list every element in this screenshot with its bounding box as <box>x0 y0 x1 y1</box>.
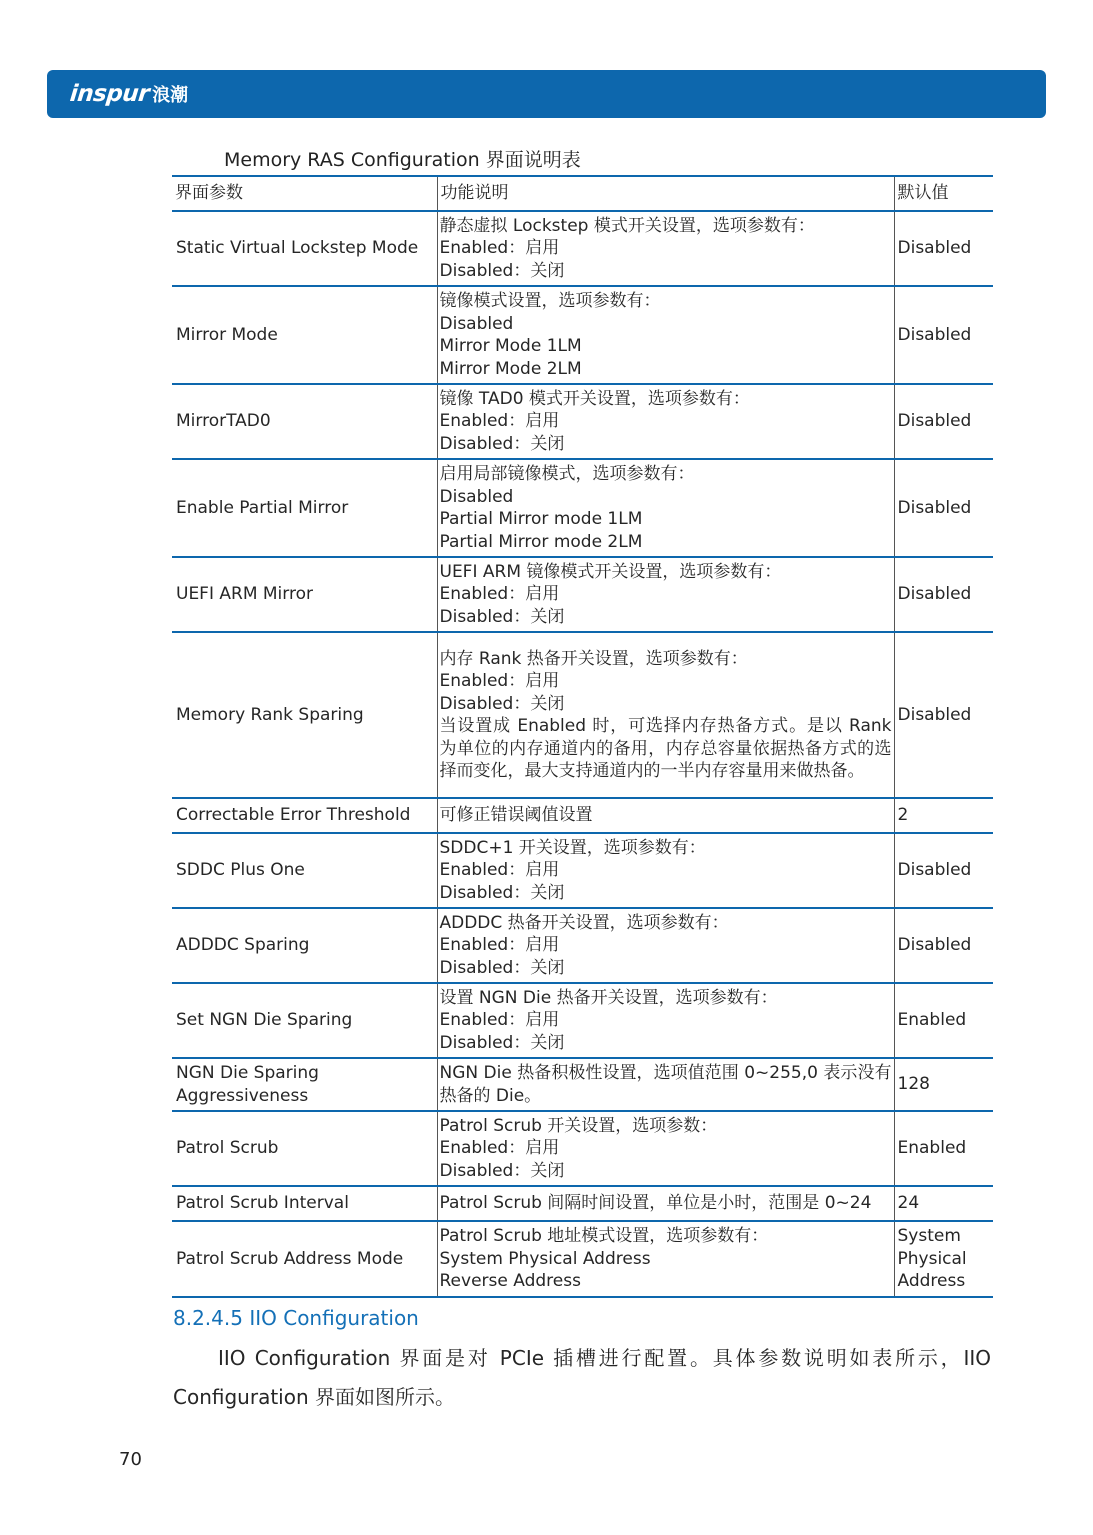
description-cell: UEFI ARM 镜像模式开关设置，选项参数有： Enabled：启用 Disabled：关闭 <box>437 557 894 632</box>
table-row <box>172 1221 993 1297</box>
description-cell: 设置 NGN Die 热备开关设置，选项参数有： Enabled：启用 Disabled：关闭 <box>437 983 894 1058</box>
param-cell: MirrorTAD0 <box>172 384 437 459</box>
default-value-cell: Disabled <box>894 557 993 632</box>
description-cell: NGN Die 热备积极性设置，选项值范围 0~255,0 表示没有热备的 Die。 <box>437 1058 894 1111</box>
param-cell: Static Virtual Lockstep Mode <box>172 211 437 286</box>
table-row <box>172 459 993 557</box>
description-cell: 可修正错误阈值设置 <box>437 798 894 833</box>
param-cell: UEFI ARM Mirror <box>172 557 437 632</box>
default-value-cell: System Physical Address <box>894 1221 993 1297</box>
table-row <box>172 1058 993 1111</box>
param-cell: SDDC Plus One <box>172 833 437 908</box>
param-cell: Patrol Scrub Address Mode <box>172 1221 437 1297</box>
body-paragraph: IIO Configuration 界面是对 PCIe 插槽进行配置。具体参数说明如表所示，IIO Configuration 界面如图所示。 <box>173 1346 991 1409</box>
default-value-cell: Disabled <box>894 632 993 798</box>
table-header-row <box>172 176 993 211</box>
table-row <box>172 833 993 908</box>
default-value-cell: Enabled <box>894 1111 993 1186</box>
table-row <box>172 1186 993 1221</box>
param-cell: Correctable Error Threshold <box>172 798 437 833</box>
table-row <box>172 384 993 459</box>
description-cell: ADDDC 热备开关设置，选项参数有： Enabled：启用 Disabled：关闭 <box>437 908 894 983</box>
logo-cjk-text: 浪潮 <box>152 85 189 106</box>
table-row <box>172 983 993 1058</box>
description-cell: 静态虚拟 Lockstep 模式开关设置，选项参数有： Enabled：启用 Disabled：关闭 <box>437 211 894 286</box>
header-bar <box>47 70 1046 118</box>
inspur-logo <box>70 80 188 108</box>
default-value-cell: 2 <box>894 798 993 833</box>
default-value-cell: 24 <box>894 1186 993 1221</box>
description-cell: Patrol Scrub 开关设置，选项参数： Enabled：启用 Disabled：关闭 <box>437 1111 894 1186</box>
column-header-desc: 功能说明 <box>437 176 894 211</box>
param-cell: Enable Partial Mirror <box>172 459 437 557</box>
default-value-cell: Enabled <box>894 983 993 1058</box>
description-cell: 启用局部镜像模式，选项参数有： Disabled Partial Mirror mode 1LM Partial Mirror mode 2LM <box>437 459 894 557</box>
table-row <box>172 557 993 632</box>
table-row <box>172 908 993 983</box>
param-cell: Memory Rank Sparing <box>172 632 437 798</box>
default-value-cell: Disabled <box>894 459 993 557</box>
table-row <box>172 798 993 833</box>
column-header-param: 界面参数 <box>172 176 437 211</box>
param-cell: ADDDC Sparing <box>172 908 437 983</box>
page-number: 70 <box>119 1449 142 1470</box>
table-caption: Memory RAS Configuration 界面说明表 <box>224 149 581 171</box>
param-cell: Set NGN Die Sparing <box>172 983 437 1058</box>
table-row <box>172 286 993 384</box>
description-cell: 镜像模式设置，选项参数有： Disabled Mirror Mode 1LM Mirror Mode 2LM <box>437 286 894 384</box>
param-cell: Patrol Scrub <box>172 1111 437 1186</box>
default-value-cell: Disabled <box>894 286 993 384</box>
param-cell: Patrol Scrub Interval <box>172 1186 437 1221</box>
section-heading: 8.2.4.5 IIO Configuration <box>173 1306 419 1330</box>
memory-ras-table <box>172 175 993 1298</box>
description-cell: 内存 Rank 热备开关设置，选项参数有： Enabled：启用 Disabled：关闭 当设置成 Enabled 时，可选择内存热备方式。是以 Rank 为单位的内存通道内的备用，内存总容量依据热备方式的选择而变化，最大支持通道内的一半内存容量用来做热备。 <box>437 632 894 798</box>
default-value-cell: Disabled <box>894 833 993 908</box>
description-cell: Patrol Scrub 间隔时间设置，单位是小时，范围是 0~24 <box>437 1186 894 1221</box>
param-cell: NGN Die Sparing Aggressiveness <box>172 1058 437 1111</box>
table-row <box>172 632 993 798</box>
param-cell: Mirror Mode <box>172 286 437 384</box>
description-cell: Patrol Scrub 地址模式设置，选项参数有： System Physical Address Reverse Address <box>437 1221 894 1297</box>
column-header-default: 默认值 <box>894 176 993 211</box>
logo-latin-text: inspur <box>68 81 151 107</box>
default-value-cell: 128 <box>894 1058 993 1111</box>
default-value-cell: Disabled <box>894 908 993 983</box>
default-value-cell: Disabled <box>894 211 993 286</box>
description-cell: 镜像 TAD0 模式开关设置，选项参数有： Enabled：启用 Disabled：关闭 <box>437 384 894 459</box>
description-cell: SDDC+1 开关设置，选项参数有： Enabled：启用 Disabled：关闭 <box>437 833 894 908</box>
table-row <box>172 1111 993 1186</box>
table-row <box>172 211 993 286</box>
default-value-cell: Disabled <box>894 384 993 459</box>
